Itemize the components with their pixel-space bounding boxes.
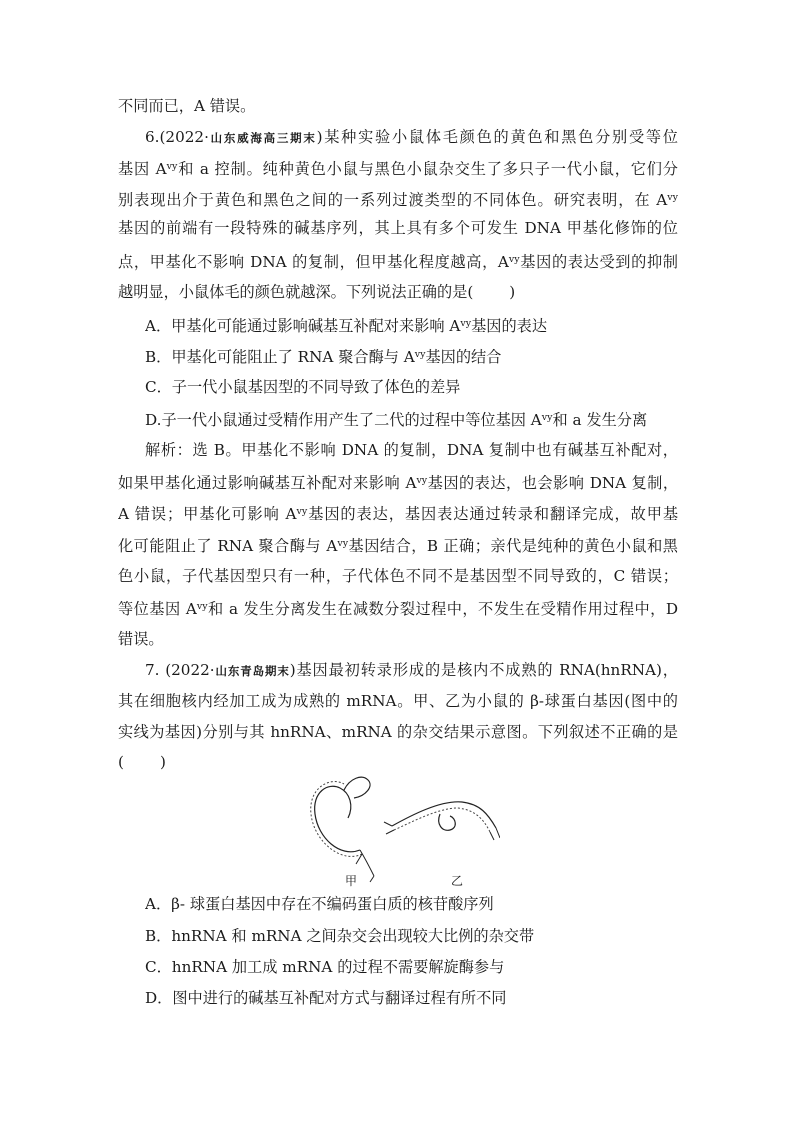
question-7-option-a: A．β- 球蛋白基因中存在不编码蛋白质的核苷酸序列 xyxy=(145,895,494,913)
question-6-option-a: A．甲基化可能通过影响碱基互补配对来影响 $A^{vy}$基因的表达 xyxy=(145,317,547,335)
hybridization-diagram xyxy=(300,768,500,892)
question-7-option-c: C．hnRNA 加工成 mRNA 的过程不需要解旋酶参与 xyxy=(145,958,505,976)
text-line: 其在细胞核内经加工成为成熟的 mRNA。甲、乙为小鼠的 β-球蛋白基因(图中的 xyxy=(118,692,678,710)
text-line: A 错误；甲基化可影响 $A^{vy}$基因的表达，基因表达通过转录和翻译完成，故甲基 xyxy=(118,505,678,523)
question-7-option-b: B．hnRNA 和 mRNA 之间杂交会出现较大比例的杂交带 xyxy=(145,927,535,945)
text-line: 实线为基因)分别与其 hnRNA、mRNA 的杂交结果示意图。下列叙述不正确的是 xyxy=(118,723,678,741)
text-line: 如果甲基化通过影响碱基互补配对来影响 $A^{vy}$基因的表达，也会影响 DNA 复制， xyxy=(118,474,678,492)
question-6-option-b: B．甲基化可能阻止了 RNA 聚合酶与 $A^{vy}$基因的结合 xyxy=(145,348,502,366)
question-7-stem: 7. (2022·山东青岛期末)基因最初转录形成的是核内不成熟的 RNA(hnRNA)， xyxy=(145,661,678,679)
text-line: 基因的前端有一段特殊的碱基序列，其上具有多个可发生 DNA 甲基化修饰的位 xyxy=(118,219,678,237)
figure-yi-loop xyxy=(439,814,456,830)
text-line: 错误。 xyxy=(118,630,164,648)
question-source: 山东青岛期末 xyxy=(214,664,290,678)
text-line: 别表现出介于黄色和黑色之间的一系列过渡类型的不同体色。研究表明，在 $A^{vy}$ xyxy=(118,191,678,209)
text-line: 不同而已，A 错误。 xyxy=(118,97,256,115)
text-line: 色小鼠，子代基因型只有一种，子代体色不同不是基因型不同导致的，C 错误； xyxy=(118,567,678,585)
question-6-option-d: D.子一代小鼠通过受精作用产生了二代的过程中等位基因 $A^{vy}$和 a 发生分离 xyxy=(145,411,648,429)
figure-jia-rna-strand xyxy=(311,782,362,857)
question-6-option-c: C．子一代小鼠基因型的不同导致了体色的差异 xyxy=(145,378,461,396)
question-source: 山东威海高三期末 xyxy=(208,131,317,145)
question-7-option-d: D．图中进行的碱基互补配对方式与翻译过程有所不同 xyxy=(145,989,507,1007)
text-line: 越明显，小鼠体毛的颜色就越深。下列说法正确的是( ) xyxy=(118,283,516,301)
answer-explanation: 解析：选 B。甲基化不影响 DNA 的复制，DNA 复制中也有碱基互补配对， xyxy=(145,441,678,459)
text-line: 点，甲基化不影响 DNA 的复制，但甲基化程度越高，$A^{vy}$基因的表达受到的抑制 xyxy=(118,253,678,271)
figure-jia-gene-strand xyxy=(315,786,360,852)
figure-yi-gene-strand xyxy=(392,802,496,828)
text-line: ( ) xyxy=(118,753,166,771)
figure-jia-tail xyxy=(356,850,374,882)
text-line: 等位基因 $A^{vy}$和 a 发生分离发生在减数分裂过程中，不发生在受精作用过程中，D xyxy=(118,600,678,618)
hybridization-figure xyxy=(300,768,500,892)
question-6-stem: 6.(2022·山东威海高三期末)某种实验小鼠体毛颜色的黄色和黑色分别受等位 xyxy=(145,128,678,146)
figure-label-jia: 甲 xyxy=(345,874,358,888)
figure-yi-tails xyxy=(384,822,500,840)
figure-label-yi: 乙 xyxy=(451,874,464,888)
text-line: 基因 $A^{vy}$和 a 控制。纯种黄色小鼠与黑色小鼠杂交生了多只子一代小鼠，它们分 xyxy=(118,160,678,178)
text-line: 化可能阻止了 RNA 聚合酶与 $A^{vy}$基因结合，B 正确；亲代是纯种的黄色小鼠和黑 xyxy=(118,537,678,555)
